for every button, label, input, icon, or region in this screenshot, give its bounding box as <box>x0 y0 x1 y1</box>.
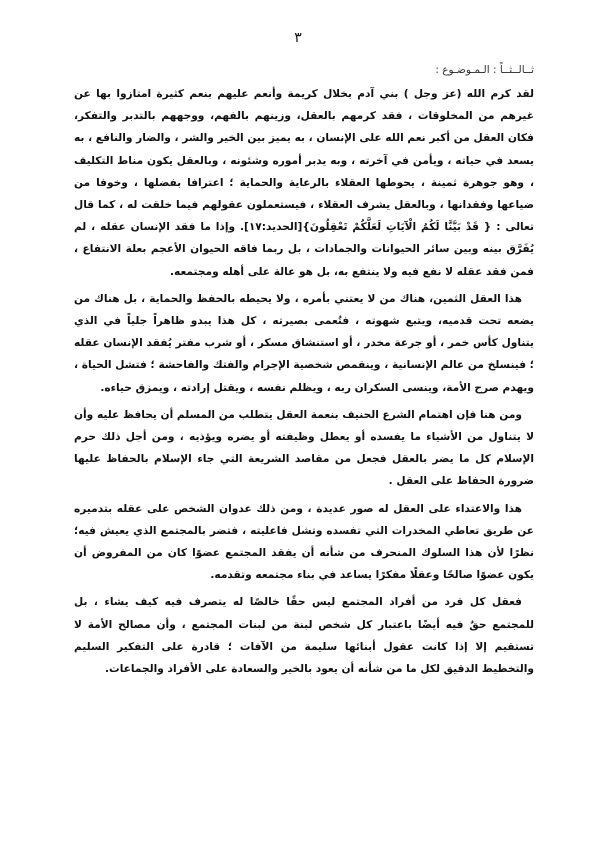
paragraph-intro: لقد كرم الله (عز وجل ) بني آدم بخلال كريمة وأنعم عليهم بنعم كثيرة امتازوا بها عن غيرهم من المخلوقات ، فقد كرمهم بالعقل، وزينهم بالفهم، ووجههم بالتدبر والتفكر، فكان العقل من أكبر نعم الله على الإنسان ، به يميز بين الخير والشر ، والضار والنافع ، به يسعد في حياته ، ويأمن في آخرته ، وبه يدبر أموره وشئونه ، وبالعقل يكون مناط التكليف ، وهو جوهرة ثمينة ، يحوطها العقلاء بالرعاية والحماية ؛ اعترافا بفضلها ، وخوفا من ضياعها وفقدانها ، وبالعقل يشرف العقلاء ، فيستعملون عقولهم فيما خلقت له ، كما قال تعالى : { قَدْ بَيَّنَّا لَكُمُ الْآيَاتِ لَعَلَّكُمْ تَعْقِلُونَ}[الحديد:١٧]. وإذا ما فقد الإنسان عقله ، لم يُفَرَّق بينه وبين سائر الحيوانات والجمادات ، بل ربما فاقه الحيوان الأعجم بعلة الانتفاع ، فمن فقد عقله لا نفع فيه ولا ينتفع به، بل هو عالة على أهله ومجتمعه. <box>74 88 534 278</box>
document-body <box>74 62 534 685</box>
paragraph-neglect: هذا العقل الثمين، هناك من لا يعتني بأمره ، ولا يحيطه بالحفظ والحماية ، بل هناك من يضعه تحت قدميه، ويتبع شهوته ، فتُعمى بصيرته ، كل هذا يبدو ظاهراً جلياً في الذي يتناول كأس خمر ، أو جرعة مخدر ، أو استنشاق مسكر ، أو شرب مفتر يُفقد الإنسان عقله ؛ فينسلخ من عالم الإنسانية ، وينقمص شخصية الإجرام والفتك والفاحشة ؛ فتشل الحياة ، ويهدم صرح الأمة، وينسى السكران ربه ، ويظلم نفسه ، ويقتل إرادته ، ويمزق حياءه. <box>74 292 534 394</box>
paragraph-society: فعقل كل فرد من أفراد المجتمع ليس حقًا خالصًا له يتصرف فيه كيف يشاء ، بل للمجتمع حقٌ فيه أيضًا باعتبار كل شخص لبنة من لبنات المجتمع ، وأن مصالح الأمة لا تستقيم إلا إذا كانت عقول أبنائها سليمة من الآفات ؛ قادرة على التفكير السليم والتخطيط الدقيق لكل ما من شأنه أن يعود بالخير والسعادة على الأفراد والجماعات. <box>74 596 534 676</box>
page-number: ٣ <box>294 30 302 46</box>
section-heading: ثــالــثــاً : الـمـوضـوع : <box>435 64 534 76</box>
paragraph-aggression: هذا والاعتداء على العقل له صور عديدة ، ومن ذلك عدوان الشخص على عقله بتدميره عن طريق تعاطي المخدرات التي تفسده وتشل فاعليته ، فتضر بالمجتمع الذي يعيش فيه؛ نظرًا لأن هذا السلوك المنحرف من شأنه أن يفقد المجتمع عضوًا كان من المفروض أن يكون عضوًا صالحًا وعقلًا مفكرًا يساعد في بناء مجتمعه وتقدمه. <box>74 502 534 582</box>
paragraph-sharia: ومن هنا فإن اهتمام الشرع الحنيف بنعمة العقل يتطلب من المسلم أن يحافظ عليه وأن لا يتناول من الأشياء ما يفسده أو يعطل وظيفته أو يضره ويؤذيه ، ومن أجل ذلك حرم الإسلام كل ما يضر بالعقل فجعل من مقاصد الشريعة التي جاء الإسلام بالحفاظ عليها ضرورة الحفاظ على العقل . <box>74 408 534 488</box>
